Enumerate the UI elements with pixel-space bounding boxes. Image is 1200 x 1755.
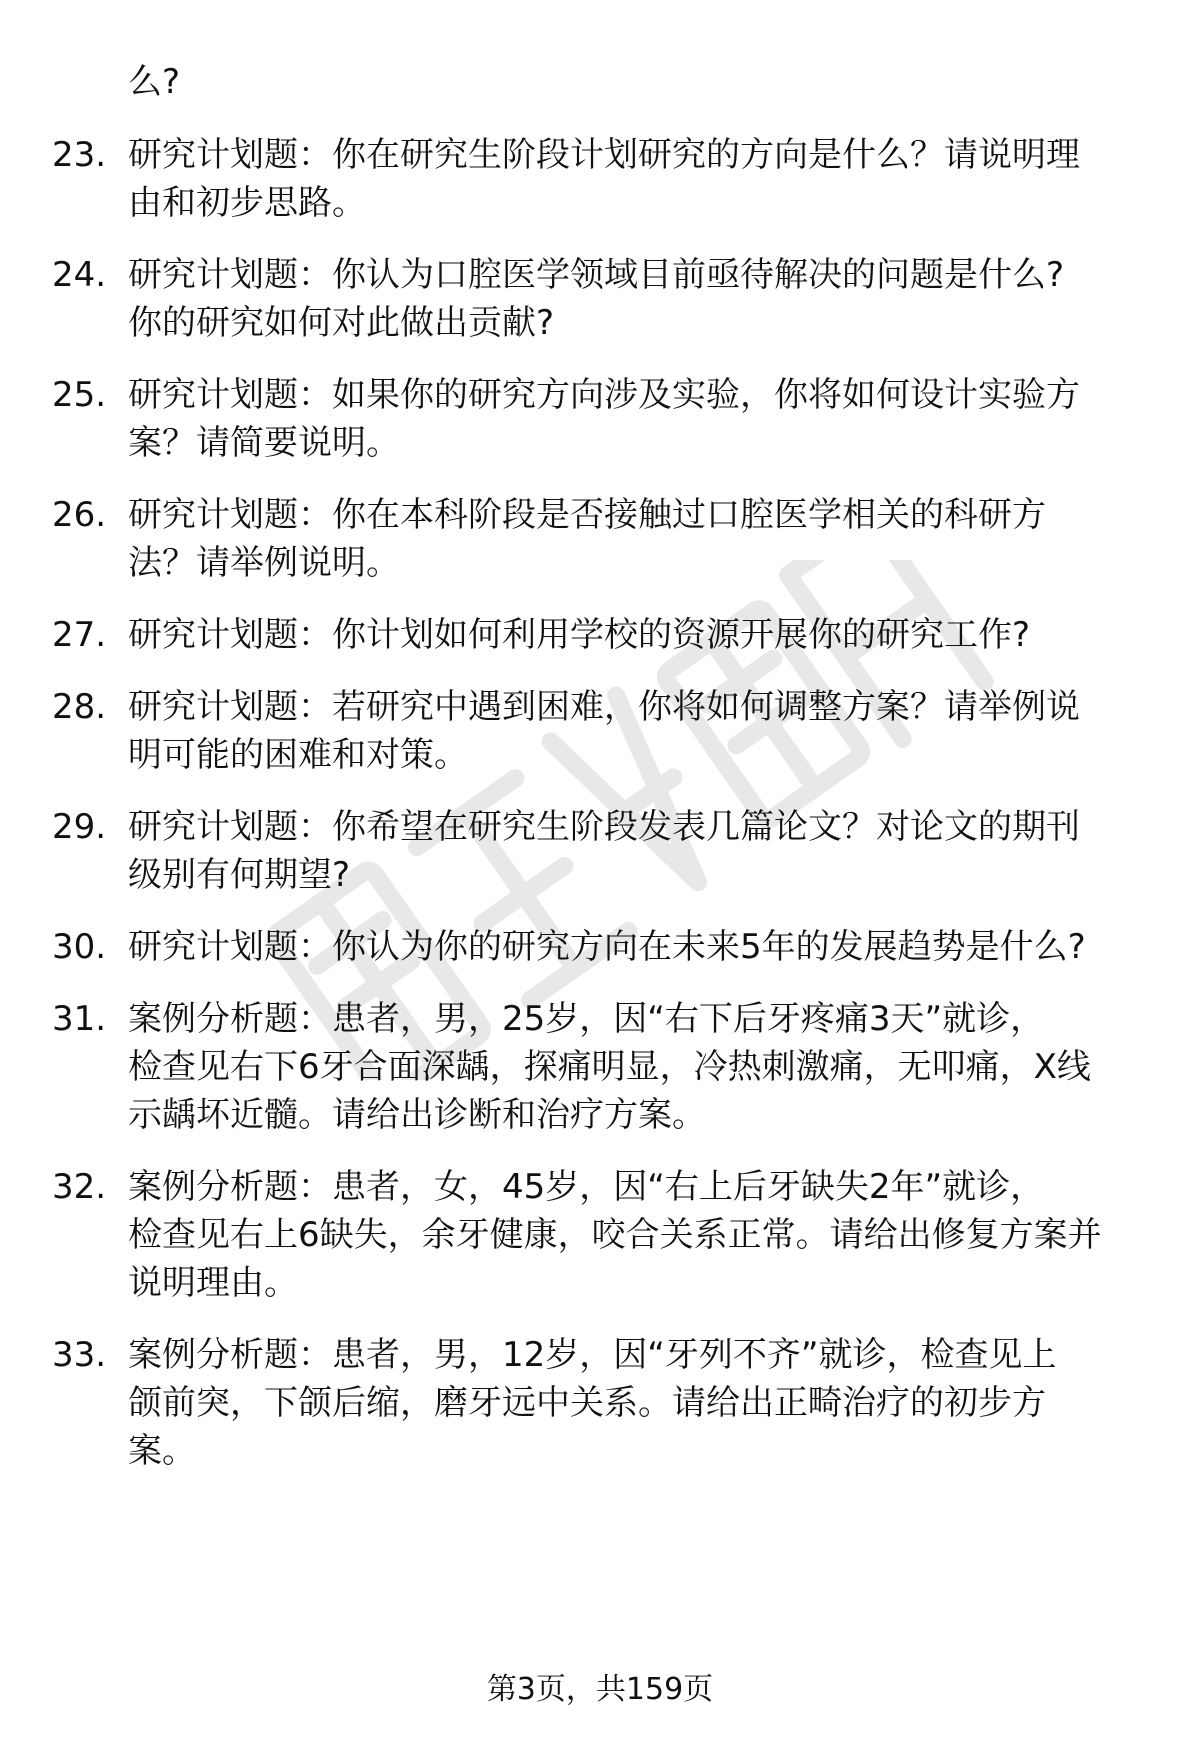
question-line: 研究计划题：若研究中遇到困难，你将如何调整方案？请举例说	[128, 687, 1080, 727]
question-number: 29.	[52, 807, 107, 847]
question-number: 31.	[52, 999, 107, 1039]
question-line: 研究计划题：你希望在研究生阶段发表几篇论文？对论文的期刊	[128, 807, 1080, 847]
question-line: 检查见右下6牙合面深龋，探痛明显，冷热刺激痛，无叩痛，X线	[128, 1047, 1091, 1087]
question-number: 24.	[52, 255, 107, 295]
question-line: 研究计划题：你在研究生阶段计划研究的方向是什么？请说明理	[128, 135, 1080, 175]
question-text	[128, 251, 1064, 347]
page-footer: 第3页，共159页	[486, 1672, 714, 1707]
question-text	[128, 1163, 1102, 1307]
question-number: 27.	[52, 615, 107, 655]
question-number: 25.	[52, 375, 107, 415]
question-number: 23.	[52, 135, 107, 175]
question-line: 明可能的困难和对策。	[128, 735, 468, 775]
question-text	[128, 683, 1080, 779]
question-number: 32.	[52, 1167, 107, 1207]
question-line: 案例分析题：患者，女，45岁，因“右上后牙缺失2年”就诊，	[128, 1167, 1045, 1207]
question-number: 28.	[52, 687, 107, 727]
question-line: 由和初步思路。	[128, 183, 366, 223]
question-line: 示龋坏近髓。请给出诊断和治疗方案。	[128, 1095, 706, 1135]
question-line: 颌前突，下颌后缩，磨牙远中关系。请给出正畸治疗的初步方	[128, 1383, 1046, 1423]
question-line: 研究计划题：你认为你的研究方向在未来5年的发展趋势是什么?	[128, 927, 1086, 967]
question-line: 案。	[128, 1431, 196, 1471]
question-text	[128, 371, 1080, 467]
question-line: 说明理由。	[128, 1263, 298, 1303]
question-line: 案例分析题：患者，男，25岁，因“右下后牙疼痛3天”就诊，	[128, 999, 1045, 1039]
question-text	[128, 611, 1030, 659]
question-line: 检查见右上6缺失，余牙健康，咬合关系正常。请给出修复方案并	[128, 1215, 1102, 1255]
question-line: 法？请举例说明。	[128, 543, 400, 583]
question-line: 研究计划题：你认为口腔医学领域目前亟待解决的问题是什么?	[128, 255, 1065, 295]
question-text	[128, 1331, 1057, 1475]
question-number: 30.	[52, 927, 107, 967]
question-text	[128, 995, 1091, 1139]
question-text	[128, 803, 1080, 899]
question-text	[128, 923, 1086, 971]
question-line: 研究计划题：你在本科阶段是否接触过口腔医学相关的科研方	[128, 495, 1046, 535]
question-number: 26.	[52, 495, 107, 535]
question-line: 你的研究如何对此做出贡献?	[128, 303, 555, 343]
question-line: 级别有何期望?	[128, 855, 351, 895]
question-line: 案例分析题：患者，男，12岁，因“牙列不齐”就诊，检查见上	[128, 1335, 1057, 1375]
question-line: 研究计划题：如果你的研究方向涉及实验，你将如何设计实验方	[128, 375, 1080, 415]
continuation-text: 么?	[128, 62, 181, 102]
question-text	[128, 131, 1080, 227]
question-line: 案？请简要说明。	[128, 423, 400, 463]
question-number: 33.	[52, 1335, 107, 1375]
question-text	[128, 491, 1046, 587]
question-line: 研究计划题：你计划如何利用学校的资源开展你的研究工作?	[128, 615, 1031, 655]
